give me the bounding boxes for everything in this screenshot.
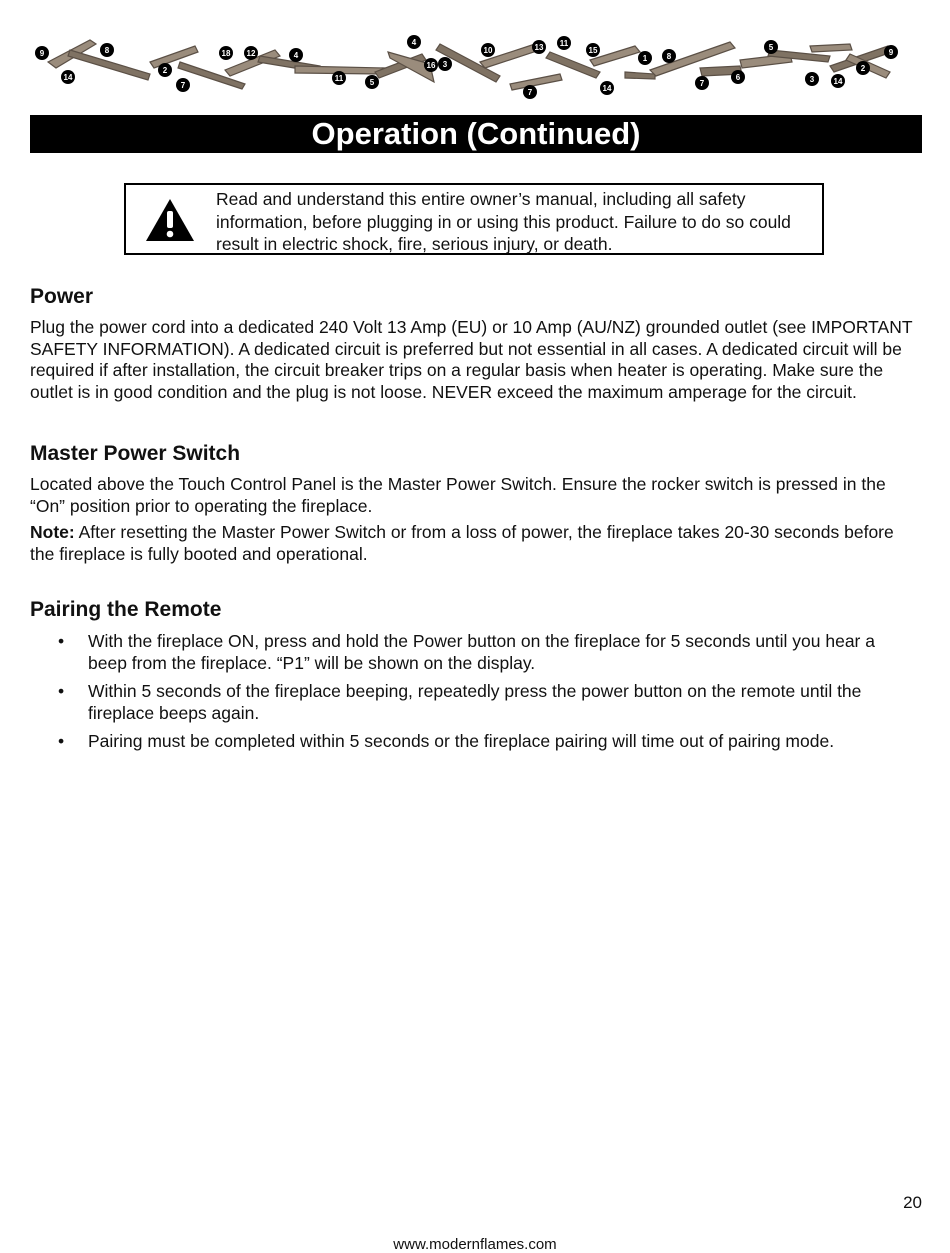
pairing-step-text: Pairing must be completed within 5 seconds or the fireplace pairing will time out of pairing mode. — [88, 731, 835, 751]
part-number-badge — [219, 46, 233, 60]
svg-text:4: 4 — [411, 38, 417, 47]
part-number-badge — [831, 74, 845, 88]
svg-text:10: 10 — [483, 46, 493, 55]
bullet-icon: • — [58, 631, 65, 651]
part-number-badge — [523, 85, 537, 99]
bullet-icon: • — [58, 731, 65, 751]
svg-text:7: 7 — [699, 79, 705, 88]
part-number-badge — [532, 40, 546, 54]
svg-text:3: 3 — [442, 60, 448, 69]
part-number-badge — [586, 43, 600, 57]
svg-text:13: 13 — [534, 43, 544, 52]
svg-text:5: 5 — [768, 43, 774, 52]
svg-text:2: 2 — [860, 64, 866, 73]
svg-text:9: 9 — [39, 49, 45, 58]
log-set-illustration — [30, 32, 910, 107]
part-number-badge — [100, 43, 114, 57]
part-number-badge — [557, 36, 571, 50]
page-number: 20 — [903, 1193, 922, 1212]
part-number-badge — [695, 76, 709, 90]
note-label: Note: — [30, 522, 75, 542]
part-number-badge — [856, 61, 870, 75]
pairing-heading: Pairing the Remote — [30, 598, 222, 621]
pairing-step-text: Within 5 seconds of the fireplace beeping, repeatedly press the power button on the remote until the fireplace beeps again. — [88, 681, 862, 723]
svg-text:7: 7 — [180, 81, 186, 90]
part-number-badge — [332, 71, 346, 85]
part-number-badge — [424, 58, 438, 72]
part-number-badge — [805, 72, 819, 86]
note-text: After resetting the Master Power Switch or from a loss of power, the fireplace takes 20-30 seconds before the fireplace is fully booted and operational. — [30, 522, 894, 564]
part-number-badge — [638, 51, 652, 65]
part-number-badge — [158, 63, 172, 77]
svg-text:7: 7 — [527, 88, 533, 97]
svg-text:11: 11 — [559, 39, 569, 48]
pairing-step-text: With the fireplace ON, press and hold the Power button on the fireplace for 5 seconds until you hear a beep from the fireplace. “P1” will be shown on the display. — [88, 631, 875, 673]
svg-text:4: 4 — [293, 51, 299, 60]
svg-text:1: 1 — [642, 54, 648, 63]
svg-text:8: 8 — [666, 52, 672, 61]
part-number-badge — [481, 43, 495, 57]
part-number-badge — [35, 46, 49, 60]
warning-text: Read and understand this entire owner’s manual, including all safety information, before plugging in or using this product. Failure to do so could result in electric shock, fire, serious injury, or death. — [216, 189, 791, 254]
svg-text:8: 8 — [104, 46, 110, 55]
part-number-badge — [365, 75, 379, 89]
svg-text:2: 2 — [162, 66, 168, 75]
svg-text:18: 18 — [221, 49, 231, 58]
svg-text:12: 12 — [246, 49, 256, 58]
power-heading: Power — [30, 285, 94, 308]
footer-url: www.modernflames.com — [393, 1236, 557, 1253]
svg-text:16: 16 — [426, 61, 436, 70]
bullet-icon: • — [58, 681, 65, 701]
part-number-badge — [289, 48, 303, 62]
master-power-switch-body: Located above the Touch Control Panel is the Master Power Switch. Ensure the rocker switch is pressed in the “On” position prior to operating the fireplace. — [30, 474, 886, 516]
svg-text:14: 14 — [63, 73, 73, 82]
svg-text:11: 11 — [334, 74, 344, 83]
svg-text:5: 5 — [369, 78, 375, 87]
svg-text:14: 14 — [602, 84, 612, 93]
safety-warning-box — [124, 183, 824, 255]
part-number-badge — [731, 70, 745, 84]
svg-text:6: 6 — [735, 73, 741, 82]
part-number-badge — [61, 70, 75, 84]
warning-triangle-icon — [144, 197, 196, 243]
svg-text:3: 3 — [809, 75, 815, 84]
part-number-badge — [176, 78, 190, 92]
part-number-badge — [662, 49, 676, 63]
svg-text:14: 14 — [833, 77, 843, 86]
part-number-badge — [438, 57, 452, 71]
svg-text:15: 15 — [588, 46, 598, 55]
part-number-badge — [244, 46, 258, 60]
part-number-badge — [600, 81, 614, 95]
svg-text:9: 9 — [888, 48, 894, 57]
master-power-switch-heading: Master Power Switch — [30, 442, 241, 465]
part-number-badges — [35, 35, 898, 99]
master-power-switch-note — [30, 522, 922, 565]
power-body: Plug the power cord into a dedicated 240 Volt 13 Amp (EU) or 10 Amp (AU/NZ) grounded outlet (see IMPORTANT SAFETY INFORMATION). A dedicated circuit is preferred but not essential in all cases. A dedicated circuit will be required if after installation, the circuit breaker trips on a regular basis when heater is operating. Make sure the outlet is in good condition and the plug is not loose. NEVER exceed the maximum amperage for the circuit. — [30, 317, 913, 402]
part-number-badge — [764, 40, 778, 54]
part-number-badge — [884, 45, 898, 59]
page-title: Operation (Continued) — [30, 115, 922, 153]
part-number-badge — [407, 35, 421, 49]
